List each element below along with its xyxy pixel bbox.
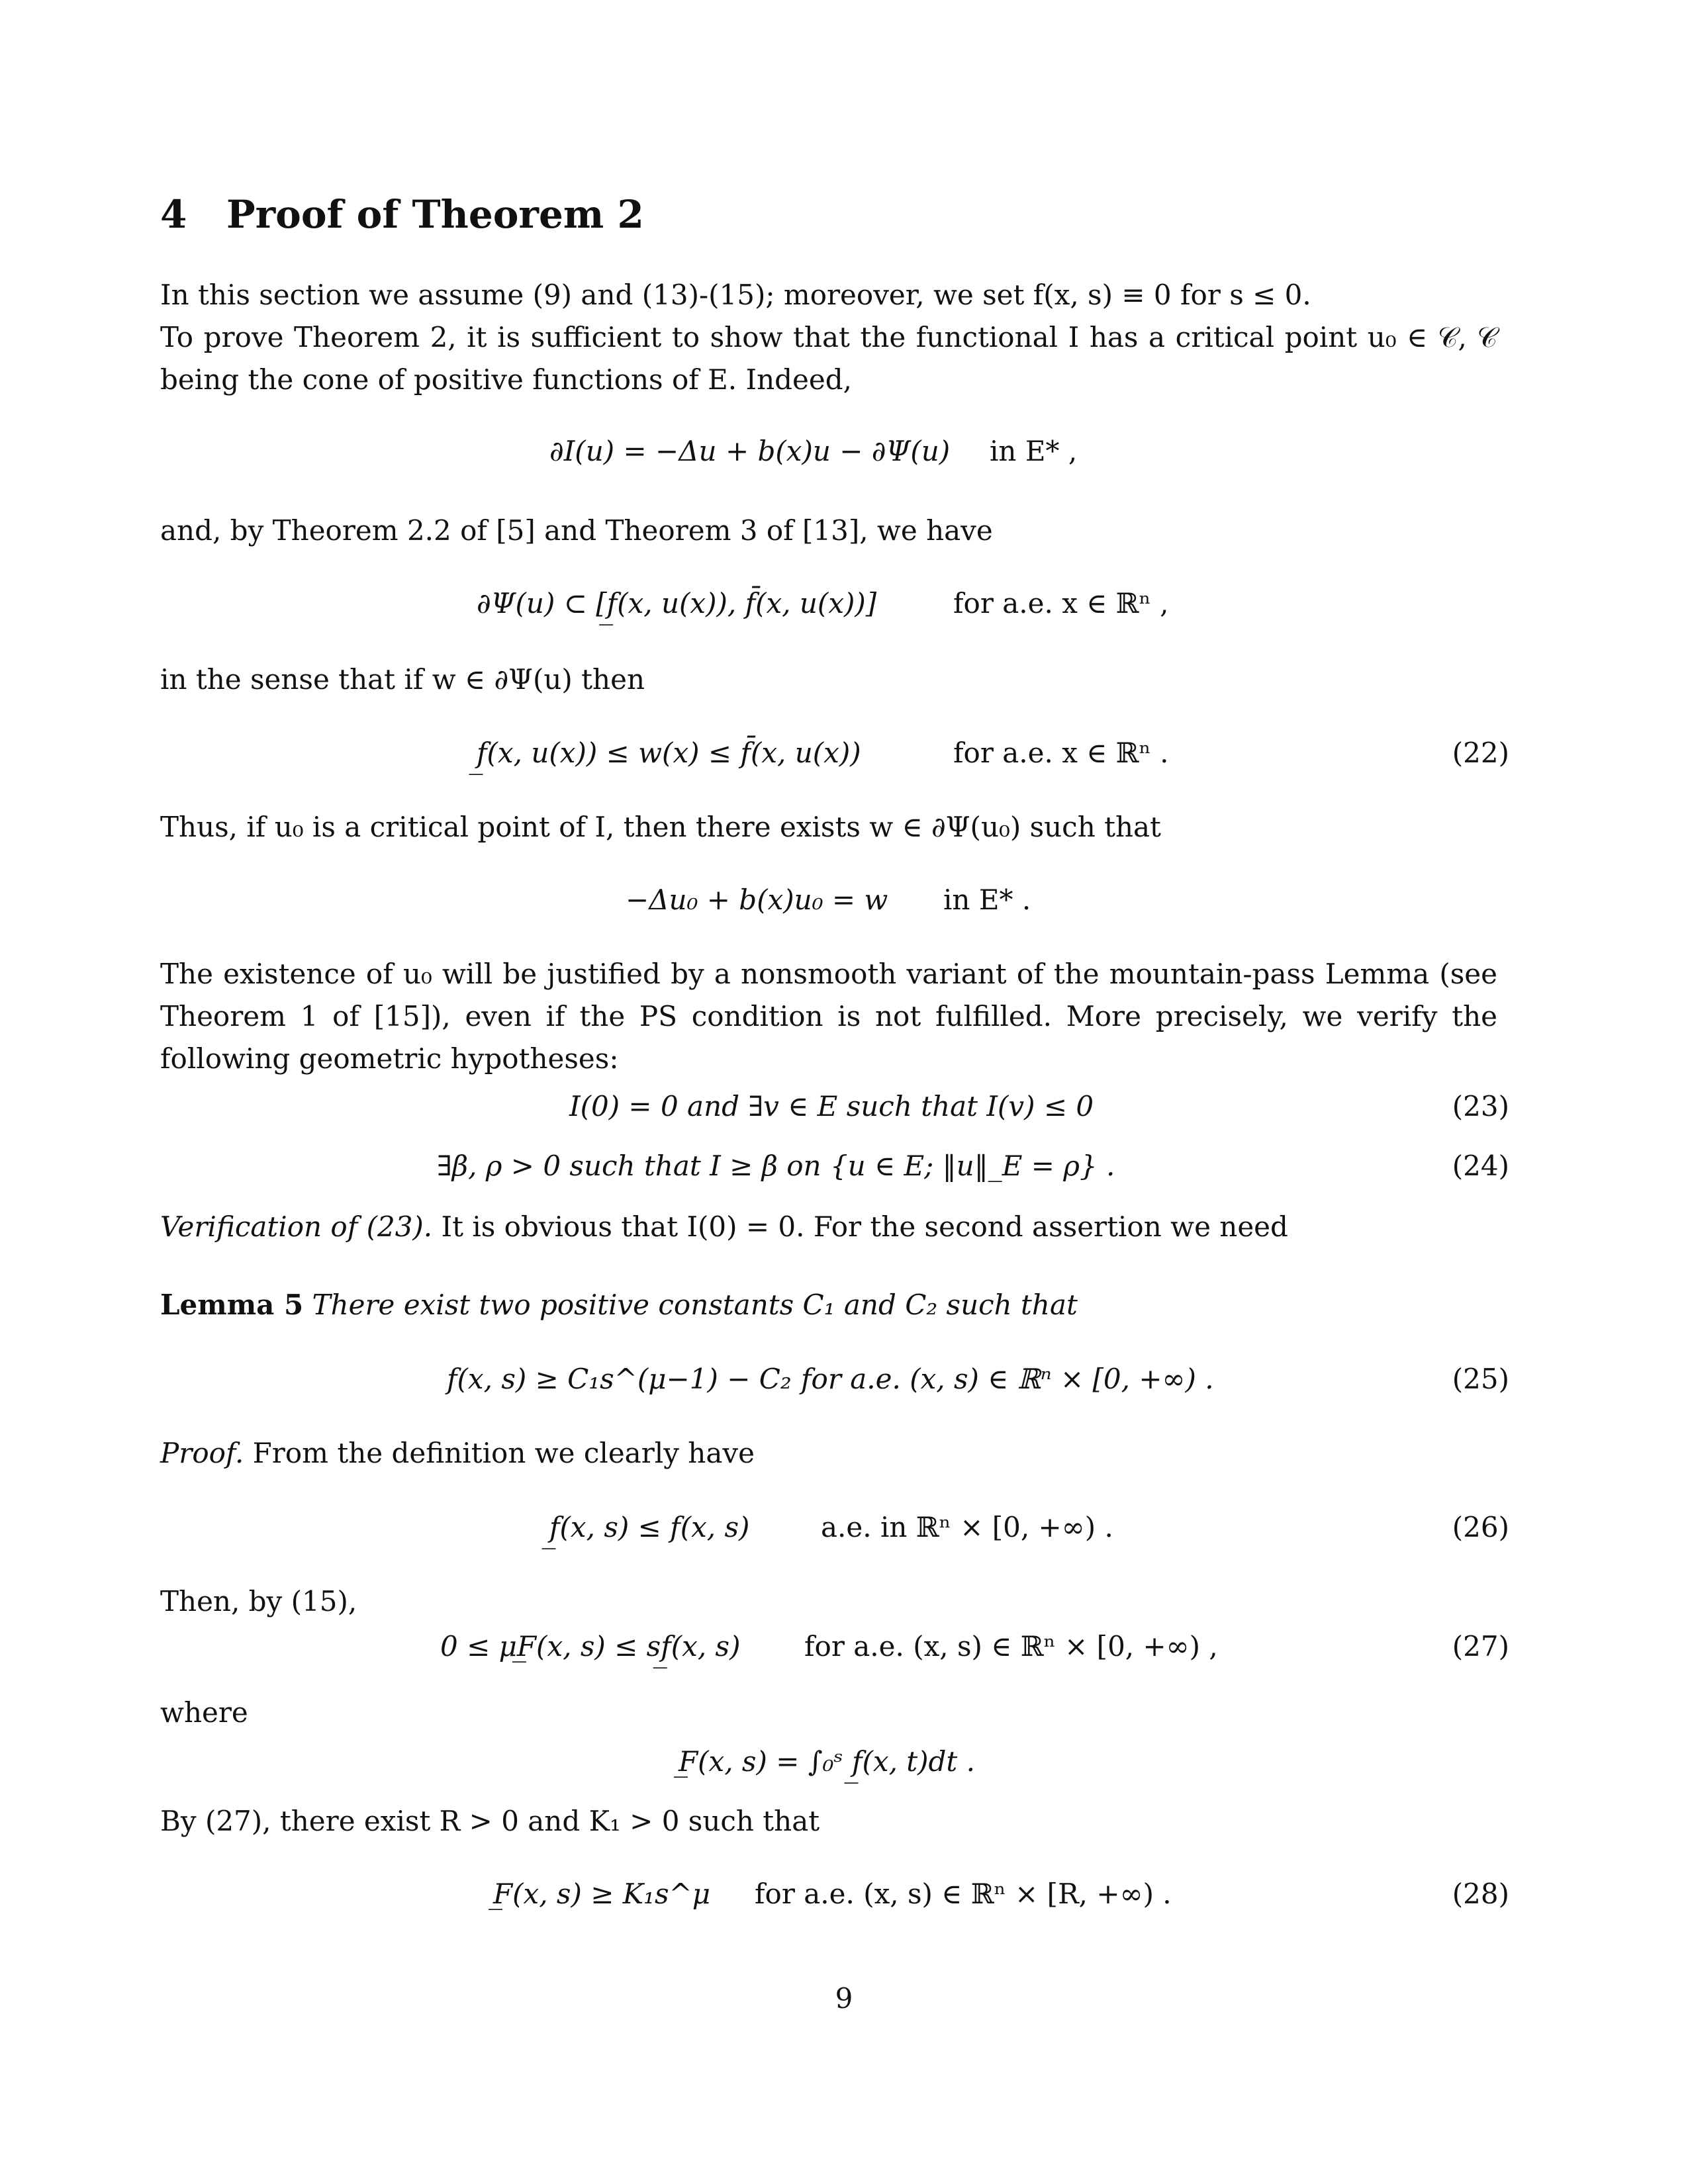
equation-condition: for a.e. x ∈ ℝⁿ ,: [953, 587, 1169, 619]
paragraph-in-sense: in the sense that if w ∈ ∂Ψ(u) then: [160, 663, 645, 696]
equation-condition: for a.e. x ∈ ℝⁿ .: [953, 737, 1169, 769]
verification-label: Verification of (23).: [160, 1210, 433, 1243]
proof-label: Proof.: [160, 1437, 244, 1469]
equation-body: f(x, s) ≥ C₁s^(μ−1) − C₂: [447, 1363, 792, 1395]
equation-body: f̲(x, u(x)) ≤ w(x) ≤ f̄(x, u(x)): [477, 737, 861, 769]
section-title: Proof of Theorem 2: [226, 192, 644, 237]
verification-text: It is obvious that I(0) = 0. For the second assertion we need: [432, 1210, 1288, 1243]
equation-number: (22): [1452, 737, 1509, 769]
equation-number: (26): [1452, 1511, 1509, 1543]
equation-condition: for a.e. (x, s) ∈ ℝⁿ × [0, +∞) .: [801, 1363, 1214, 1395]
equation-body: f̲(x, s) ≤ f(x, s): [549, 1511, 750, 1543]
equation-condition: for a.e. (x, s) ∈ ℝⁿ × [0, +∞) ,: [804, 1630, 1218, 1662]
section-number: 4: [160, 192, 187, 237]
equation-body: F̲(x, s) = ∫₀ˢ f̲(x, t)dt .: [679, 1745, 976, 1778]
equation-body: ∃β, ρ > 0 such that I ≥ β on {u ∈ E; ‖u‖_E = ρ} .: [437, 1150, 1115, 1182]
lemma-statement: [160, 1284, 1497, 1326]
paragraph-prove-theorem: To prove Theorem 2, it is sufficient to show that the functional I has a critical point u₀ ∈ 𝒞, 𝒞 being the cone of positive functions of E. Indeed,: [160, 321, 1497, 396]
equation-body: F̲(x, s) ≥ K₁s^μ: [493, 1878, 711, 1910]
paragraph-by-27: By (27), there exist R > 0 and K₁ > 0 such that: [160, 1805, 820, 1837]
paragraph-verification: [160, 1206, 1497, 1248]
equation-condition: in E* ,: [990, 435, 1078, 467]
paragraph-by-theorem: and, by Theorem 2.2 of [5] and Theorem 3 of [13], we have: [160, 514, 993, 547]
section-heading: [160, 192, 644, 237]
equation-body: ∂I(u) = −Δu + b(x)u − ∂Ψ(u): [549, 435, 951, 467]
equation-body: 0 ≤ μF̲(x, s) ≤ sf̲(x, s): [440, 1630, 741, 1662]
equation-condition: for a.e. (x, s) ∈ ℝⁿ × [R, +∞) .: [755, 1878, 1172, 1910]
paragraph-existence: The existence of u₀ will be justified by a nonsmooth variant of the mountain-pass Lemma (see Theorem 1 of [15]), even if the PS condition is not fulfilled. More precisely, we verify the following geometric hypotheses:: [160, 958, 1497, 1075]
equation-body: ∂Ψ(u) ⊂ [f̲(x, u(x)), f̄(x, u(x))]: [477, 587, 877, 619]
equation-body: −Δu₀ + b(x)u₀ = w: [626, 884, 888, 916]
equation-body: I(0) = 0 and ∃v ∈ E such that I(v) ≤ 0: [569, 1090, 1094, 1122]
equation-condition: a.e. in ℝⁿ × [0, +∞) .: [821, 1511, 1113, 1543]
paragraph-thus: Thus, if u₀ is a critical point of I, then there exists w ∈ ∂Ψ(u₀) such that: [160, 811, 1161, 843]
paragraph-where: where: [160, 1696, 248, 1729]
paragraph-then: Then, by (15),: [160, 1585, 357, 1617]
lemma-label: Lemma 5: [160, 1289, 304, 1321]
equation-number: (27): [1452, 1630, 1509, 1662]
proof-text: From the definition we clearly have: [244, 1437, 755, 1469]
equation-number: (25): [1452, 1363, 1509, 1395]
paragraph-assumptions: In this section we assume (9) and (13)-(15); moreover, we set f(x, s) ≡ 0 for s ≤ 0.: [160, 279, 1311, 311]
equation-number: (23): [1452, 1090, 1509, 1122]
lemma-text: There exist two positive constants C₁ and C₂ such that: [303, 1289, 1078, 1321]
paragraph-proof: [160, 1432, 1497, 1475]
equation-number: (28): [1452, 1878, 1509, 1910]
equation-number: (24): [1452, 1150, 1509, 1182]
page-number: 9: [835, 1982, 853, 2015]
equation-condition: in E* .: [943, 884, 1031, 916]
